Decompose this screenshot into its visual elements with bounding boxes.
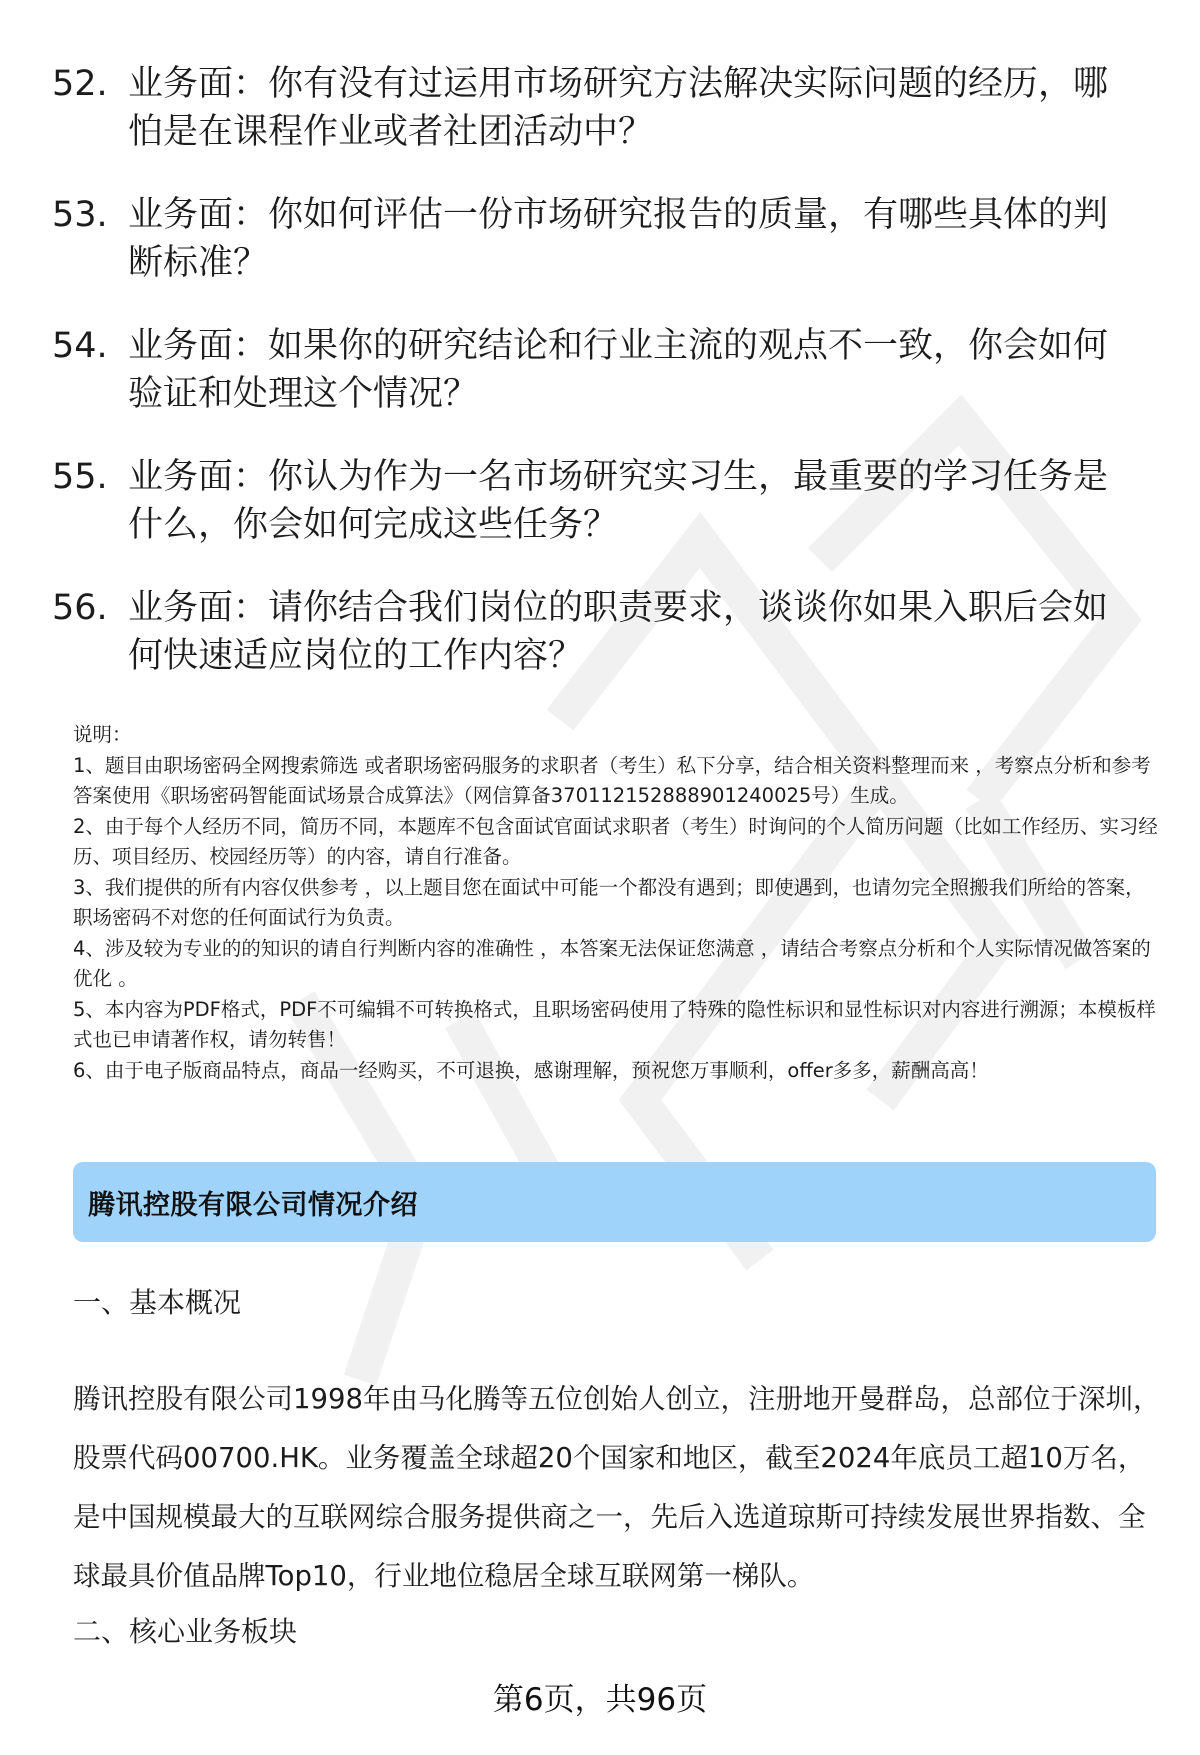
question-text: 业务面：你认为作为一名市场研究实习生，最重要的学习任务是什么，你会如何完成这些任务？ [128,457,1109,545]
section-title: 腾讯控股有限公司情况介绍 [88,1189,418,1221]
note-item: 2、由于每个人经历不同，简历不同，本题库不包含面试官面试求职者（考生）时询问的个人简历问题（比如工作经历、实习经历、项目经历、校园经历等）的内容，请自行准备。 [73,814,1158,868]
note-item: 3、我们提供的所有内容仅供参考 ，以上题目您在面试中可能一个都没有遇到；即使遇到，也请勿完全照搬我们所给的答案，职场密码不对您的任何面试行为负责。 [73,875,1145,929]
note-item: 5、本内容为PDF格式，PDF不可编辑不可转换格式，且职场密码使用了特殊的隐性标识和显性标识对内容进行溯源；本模板样式也已申请著作权，请勿转售！ [73,997,1156,1051]
note-item: 1、题目由职场密码全网搜索筛选 或者职场密码服务的求职者（考生）私下分享，结合相关资料整理而来 ，考察点分析和参考答案使用《职场密码智能面试场景合成算法》（网信算备370112152888901240025号）生成。 [73,753,1151,807]
question-text: 业务面：你如何评估一份市场研究报告的质量，有哪些具体的判断标准？ [128,195,1109,283]
question-item [52,322,1152,418]
question-number: 53. [52,195,108,235]
question-number: 52. [52,64,108,104]
question-item [52,584,1152,680]
note-item: 6、由于电子版商品特点，商品一经购买，不可退换，感谢理解，预祝您万事顺利，offer多多，薪酬高高！ [73,1058,989,1082]
notes-block [73,720,1158,1086]
question-text: 业务面：请你结合我们岗位的职责要求，谈谈你如果入职后会如何快速适应岗位的工作内容？ [128,588,1109,676]
question-item [52,453,1152,549]
question-text: 业务面：你有没有过运用市场研究方法解决实际问题的经历，哪怕是在课程作业或者社团活动中？ [128,64,1109,152]
notes-title: 说明： [73,723,132,746]
company-intro-paragraph: 腾讯控股有限公司1998年由马化腾等五位创始人创立，注册地开曼群岛，总部位于深圳，股票代码00700.HK。业务覆盖全球超20个国家和地区，截至2024年底员工超10万名，是中国规模最大的互联网综合服务提供商之一，先后入选道琼斯可持续发展世界指数、全球最具价值品牌Top10，行业地位稳居全球互联网第一梯队。 [73,1383,1161,1592]
note-item: 4、涉及较为专业的的知识的请自行判断内容的准确性 ，本答案无法保证您满意 ，请结合考察点分析和个人实际情况做答案的优化 。 [73,936,1151,990]
subheading-basic-overview: 一、基本概况 [73,1286,242,1319]
question-list [52,60,1152,715]
page-indicator: 第6页，共96页 [492,1682,708,1718]
section-banner [73,1162,1156,1242]
question-number: 54. [52,326,108,366]
question-number: 55. [52,457,108,497]
question-number: 56. [52,588,108,628]
question-item [52,60,1152,156]
question-item [52,191,1152,287]
subheading-core-business: 二、核心业务板块 [73,1615,298,1648]
question-text: 业务面：如果你的研究结论和行业主流的观点不一致，你会如何验证和处理这个情况？ [128,326,1109,414]
